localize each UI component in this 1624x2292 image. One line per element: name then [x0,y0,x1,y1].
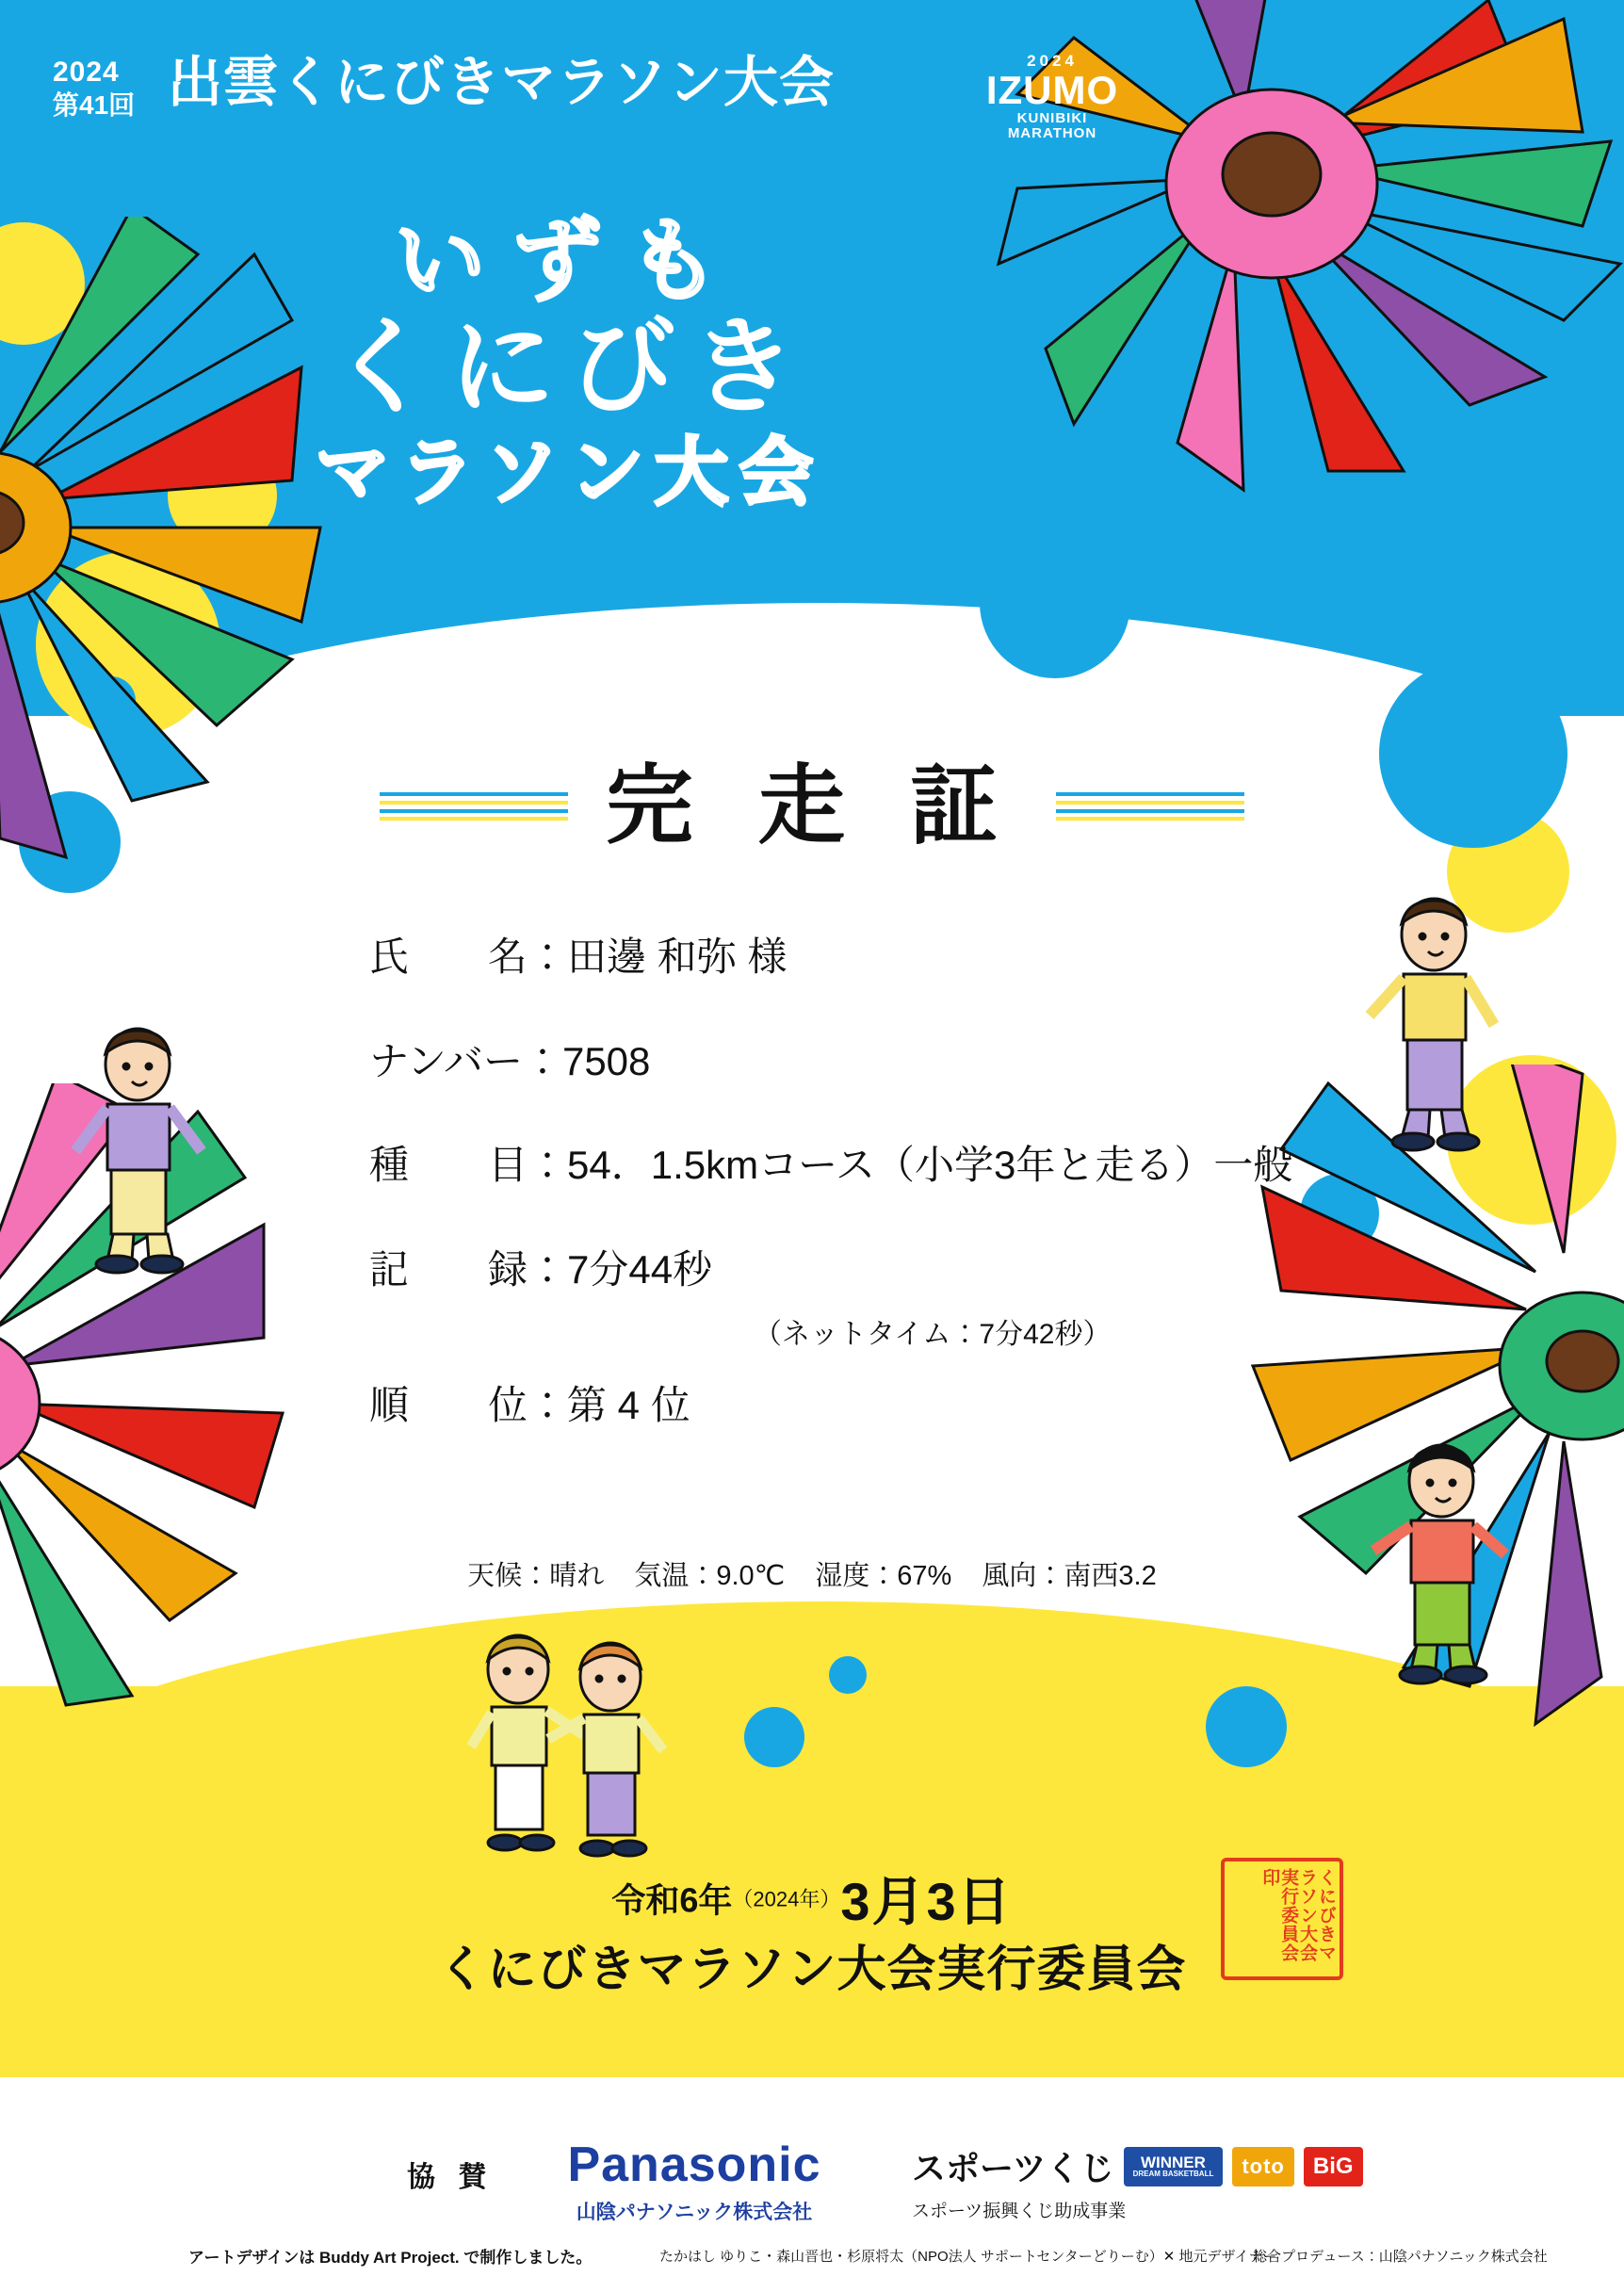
field-record [0,1245,1624,1295]
title-rule-right [1056,790,1244,822]
winner-badge-sub: DREAM BASKETBALL [1132,2170,1214,2178]
field-record-value: 7分44秒 [567,1246,713,1292]
panasonic-logo [539,2140,850,2225]
winner-badge [1124,2147,1224,2186]
field-name [0,933,1624,983]
header-edition: 第41回 [53,90,136,120]
panasonic-wordmark: Panasonic [567,2138,821,2192]
field-category [0,1141,1624,1191]
header-title: 出雲くにびきマラソン大会 [168,52,836,113]
field-name-label: 氏 名： [369,935,568,979]
header-en-year: 2024 [1027,52,1078,70]
field-number [0,1037,1624,1087]
header-en-kunibiki: KUNIBIKI [1016,109,1088,126]
footer-date-line [0,1861,1624,1936]
weather-condition: 天候：晴れ [467,1561,605,1591]
logo-line-1: いずも [395,211,745,312]
field-rank [0,1381,1624,1431]
weather-wind: 風向：南西3.2 [982,1561,1157,1591]
field-category-label: 種 目： [369,1143,568,1187]
title-rule-left [380,790,568,822]
designer-names-credit: たかはし ゆりこ・森山晋也・杉原将太（NPO法人 サポートセンターどりーむ）✕ 地元デザイナー [659,2249,1277,2265]
toto-badge: toto [1232,2147,1294,2186]
field-record-label: 記 録： [369,1246,568,1292]
weather-line [0,1554,1624,1593]
field-number-value: 7508 [561,1038,651,1083]
header-en-marathon: MARATHON [1007,124,1097,141]
header-english-logo [963,53,1142,140]
header-year: 2024 [53,57,120,88]
credits-row [0,2240,1624,2278]
field-number-label: ナンバー： [369,1038,562,1083]
page-title: 完 走 証 [606,758,1018,854]
official-seal: くにびきマラソン大会実行委員会印 [1221,1858,1343,1980]
event-logo [264,211,876,593]
footer-reiwa-year: 令和6年 [611,1880,733,1920]
header-en-izumo: IZUMO [985,67,1119,112]
produce-credit: 総合プロデュース：山陰パナソニック株式会社 [1253,2249,1548,2265]
certificate-title-block [0,758,1624,854]
footer-date: 3月3日 [840,1872,1013,1931]
sponsor-label: 協 賛 [407,2162,495,2193]
weather-humidity: 湿度：67% [815,1561,952,1591]
header-bar [0,0,1624,170]
sponsor-row [0,2127,1624,2231]
certificate-fields [0,933,1624,1485]
panasonic-subsidiary: 山陰パナソニック株式会社 [576,2202,813,2223]
decorative-circle [829,1656,867,1694]
sports-lottery-note: スポーツ振興くじ助成事業 [912,2202,1127,2221]
footer-western-year: （2024年） [732,1887,841,1911]
art-design-credit: アートデザインは Buddy Art Project. で制作しました。 [188,2249,593,2267]
field-category-value: 54．1.5kmコース（小学3年と走る）一般 [567,1143,1293,1187]
sports-lottery-logos [912,2142,1363,2190]
logo-line-2: くにびき [329,308,811,426]
field-net-time: （ネットタイム：7分42秒） [754,1319,1112,1350]
winner-badge-label: WINNER [1140,2154,1206,2171]
field-rank-label: 順 位： [369,1382,568,1427]
kid-illustration-pair-bottom [452,1630,697,1894]
big-badge: BiG [1304,2147,1363,2186]
decorative-circle [744,1707,804,1767]
logo-line-3: マラソン大会 [315,430,824,513]
weather-temperature: 気温：9.0℃ [634,1561,786,1591]
footer-organizer: くにびきマラソン大会実行委員会 [437,1943,1187,1997]
sports-lottery-label: スポーツくじ [912,2149,1114,2187]
field-name-value: 田邊 和弥 様 [567,935,788,979]
field-rank-value: 第 4 位 [567,1382,690,1427]
